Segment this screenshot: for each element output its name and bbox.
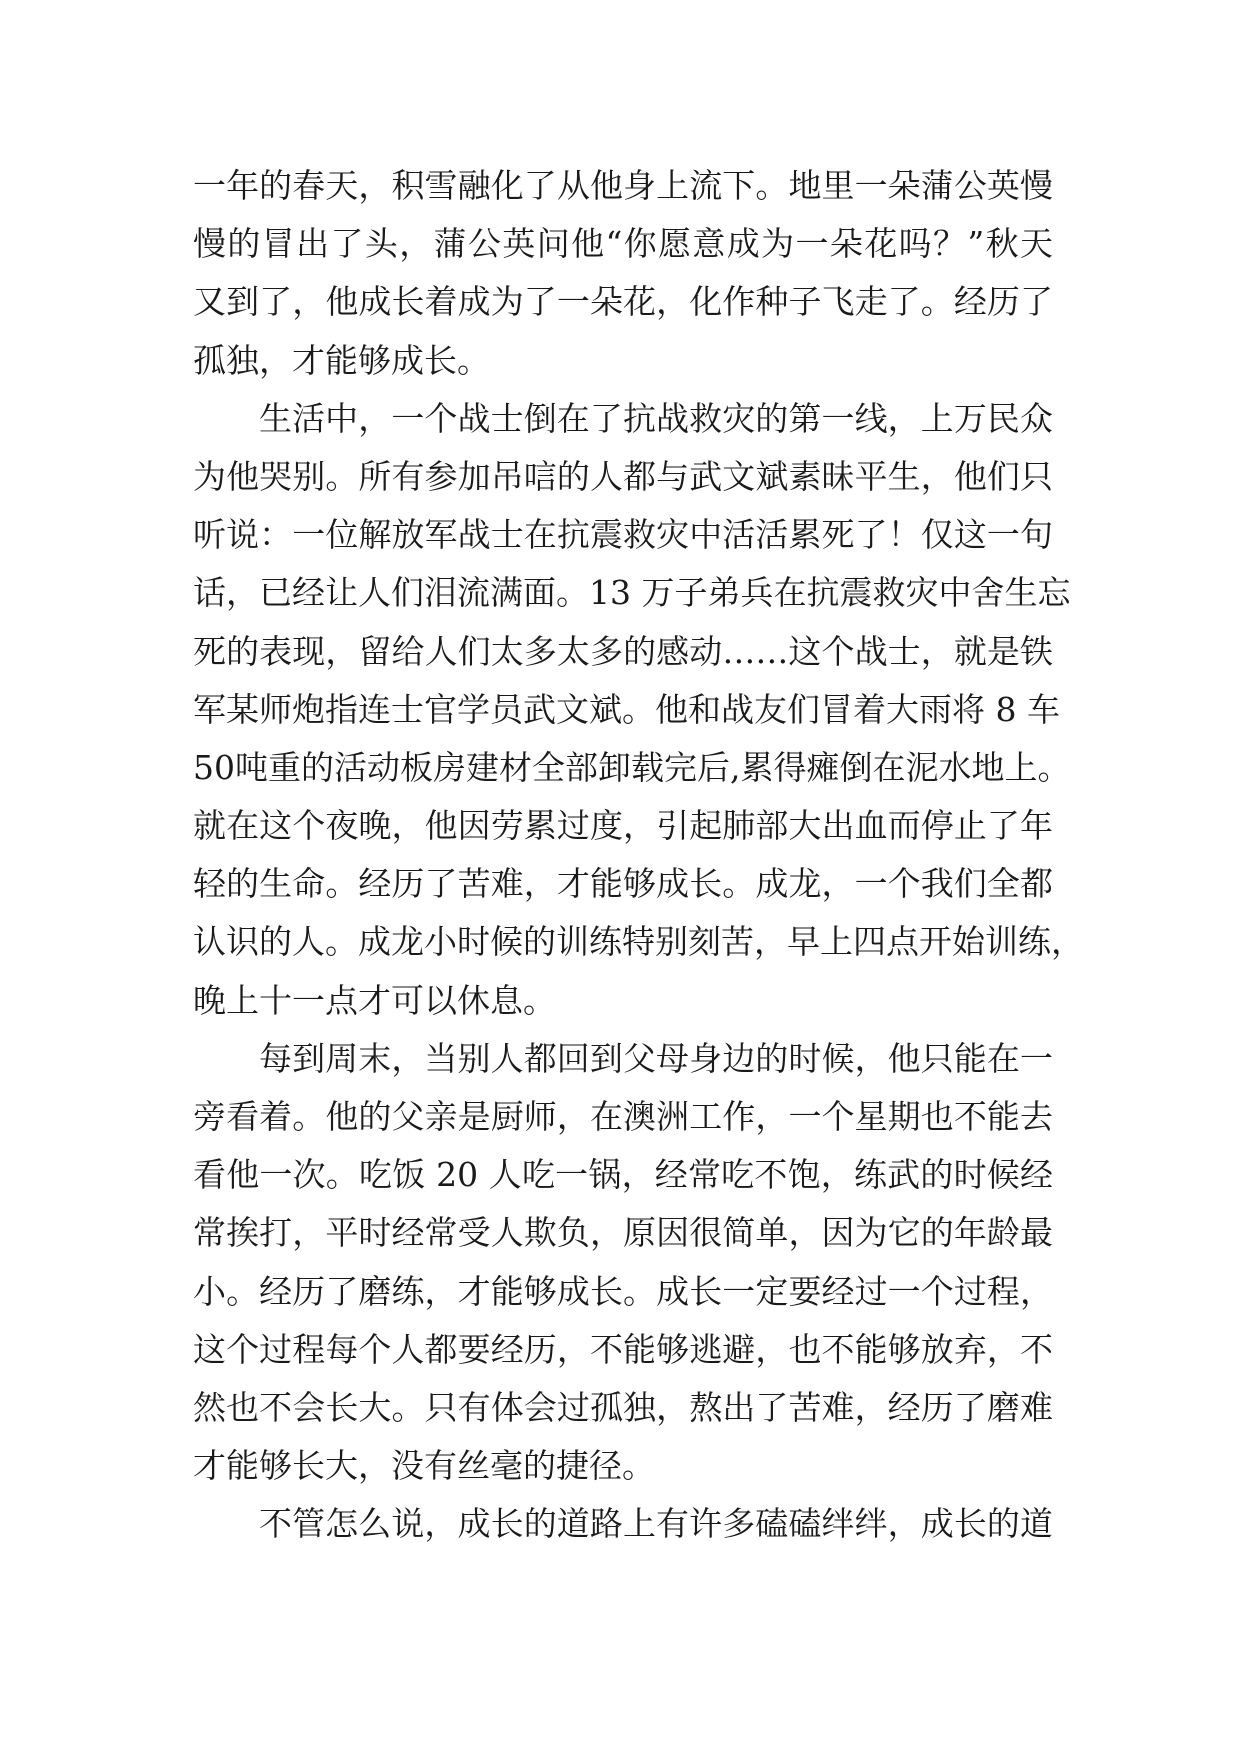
text-line: 然也不会长大。只有体会过孤独，熬出了苦难，经历了磨难	[193, 1387, 1053, 1427]
text-line: 孤独，才能够成长。	[193, 340, 490, 380]
text-line: 轻的生命。经历了苦难，才能够成长。成龙，一个我们全都	[193, 864, 1053, 904]
text-line: 认识的人。成龙小时候的训练特别刻苦，早上四点开始训练，	[193, 922, 1084, 962]
text-line: 小。经历了磨练，才能够成长。成长一定要经过一个过程，	[193, 1271, 1053, 1311]
paragraph	[193, 1495, 1053, 1553]
text-line: 就在这个夜晚，他因劳累过度，引起肺部大出血而停止了年	[193, 806, 1053, 846]
text-line: 听说：一位解放军战士在抗震救灾中活活累死了！仅这一句	[193, 515, 1053, 555]
text-line: 慢的冒出了头，蒲公英问他“你愿意成为一朵花吗？”秋天	[193, 224, 1053, 264]
text-line: 不管怎么说，成长的道路上有许多磕磕绊绊，成长的道	[259, 1504, 1053, 1544]
text-line: 为他哭别。所有参加吊唁的人都与武文斌素昧平生，他们只	[193, 456, 1053, 496]
paragraph	[193, 157, 1053, 390]
text-line: 死的表现，留给人们太多太多的感动……这个战士，就是铁	[193, 631, 1053, 671]
text-line: 生活中，一个战士倒在了抗战救灾的第一线，上万民众	[259, 398, 1053, 438]
text-line: 话，已经让人们泪流满面。13 万子弟兵在抗震救灾中舍生忘	[193, 573, 1071, 613]
body-text	[193, 157, 1084, 1554]
text-line: 又到了，他成长着成为了一朵花，化作种子飞走了。经历了	[193, 282, 1053, 322]
text-line: 晚上十一点才可以休息。	[193, 980, 556, 1020]
text-line: 一年的春天，积雪融化了从他身上流下。地里一朵蒲公英慢	[193, 166, 1053, 205]
text-line: 看他一次。吃饭 20 人吃一锅，经常吃不饱，练武的时候经	[193, 1155, 1053, 1195]
text-line: 才能够长大，没有丝毫的捷径。	[193, 1446, 655, 1486]
text-line: 常挨打，平时经常受人欺负，原因很简单，因为它的年龄最	[193, 1213, 1053, 1253]
text-line: 50吨重的活动板房建材全部卸载完后,累得瘫倒在泥水地上。	[193, 747, 1071, 787]
text-line: 这个过程每个人都要经历，不能够逃避，也不能够放弃，不	[193, 1329, 1053, 1369]
paragraph	[193, 390, 1084, 1030]
text-line: 军某师炮指连士官学员武文斌。他和战友们冒着大雨将 8 车	[193, 689, 1060, 729]
paragraph	[193, 1030, 1053, 1496]
text-line: 每到周末，当别人都回到父母身边的时候，他只能在一	[259, 1038, 1053, 1078]
text-line: 旁看着。他的父亲是厨师，在澳洲工作，一个星期也不能去	[193, 1097, 1053, 1136]
